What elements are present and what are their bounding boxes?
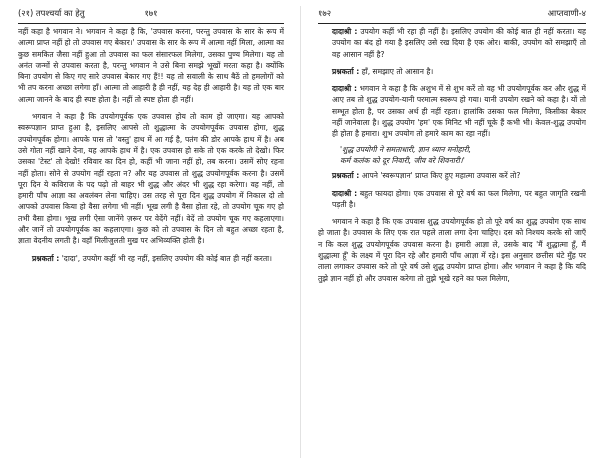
right-paragraph: भगवान ने कहा है कि एक उपवास शुद्ध उपयोगपूर्वक हो तो पूरे वर्ष का शुद्ध उपयोग एक साथ हो जाता है। उपवास के लिए एक रात पहले ताला लगा देना चाहिए। दस को निश्चय करके सो जाएँ न कि कल शुद्ध उपयोगपूर्वक उपवास करना है। हमारी आज्ञा ले, उसके बाद 'मैं शुद्धात्मा हूँ, मैं शुद्धात्मा हूँ' के लक्ष्य में पूरा दिन रहे और हमारी पाँच आज्ञा में रहे। इस अनुसार छत्तीस घंटे मुँह पर ताला लगाकर उपवास करे तो पूरे वर्ष उसे शुद्ध उपयोग प्राप्त होगा। और भगवान ने कहा है कि यदि तुझे ज्ञान नहीं हो और उपवास करेगा तो तुझे भूखे रहने का फल मिलेगा, xyxy=(318,217,586,283)
left-page xyxy=(18,0,284,463)
chapter-title: (२१) तपश्चर्या का हेतु xyxy=(18,8,85,18)
dialogue-text: हाँ, समझाए तो आसान है। xyxy=(361,66,434,76)
dialogue-block xyxy=(318,83,586,139)
dialogue-block xyxy=(318,66,586,77)
dialogue-text: आपने 'स्वरूपज्ञान' प्राप्त किए हुए महात्मा उपवास करें तो? xyxy=(361,171,521,181)
left-page-header xyxy=(18,0,284,26)
verse-quote xyxy=(318,144,586,167)
speaker-label: प्रश्नकर्ता : xyxy=(332,171,360,181)
speaker-label: प्रश्नकर्ता : xyxy=(32,253,60,263)
header-rule xyxy=(318,23,586,24)
verse-line: 'शुद्ध उपयोगी ने समताधारी, ज्ञान ध्यान मनोहारी, xyxy=(340,144,472,154)
right-page-header xyxy=(318,0,586,26)
speaker-label: प्रश्नकर्ता : xyxy=(332,66,360,76)
book-title: आप्तवाणी-४ xyxy=(547,8,586,18)
verse-line: कर्म कलंक को दूर निवारी, जीव वरे शिवनारी।' xyxy=(340,155,465,165)
dialogue-text: 'दादा', उपयोग कहीं भी रह नहीं, इसलिए उपयोग की कोई बात ही नहीं करता। xyxy=(61,253,272,263)
speaker-label: दादाश्री : xyxy=(332,188,358,198)
dialogue-block xyxy=(318,26,586,60)
dialogue-text: उपयोग कहीं भी रहा ही नहीं है। इसलिए उपयोग की कोई बात ही नहीं करता। यह उपयोग का बंद हो गया है इसलिए उसे रख दिया है एक ओर। बाकी, उपयोग को समझाएँ तो वह आसान नहीं है? xyxy=(332,27,586,59)
right-page xyxy=(318,0,586,463)
left-dialogue xyxy=(18,253,284,264)
dialogue-text: बहुत फायदा होगा। एक उपवास से पूरे वर्ष का फल मिलेगा, पर बहुत जागृति रखनी पड़ती है। xyxy=(332,188,586,209)
speaker-label: दादाश्री : xyxy=(332,27,358,36)
left-page-body xyxy=(18,26,284,264)
dialogue-text: भगवान ने कहा है कि अशुभ में से शुभ करें तो वह भी उपयोगपूर्वक कर और शुद्ध में आए तब तो शुद्ध उपयोग-यानी परमात्म स्वरूप हो गया। यानी उपयोग रखने को कहा है। यों तो सम्भूत होता है, पर उसका अर्थ ही नहीं रहता। हालांकि उसका फल मिलेगा, किसीका बेकार नहीं जानेवाला है। शुद्ध उपयोग 'हम' एक मिनिट भी नहीं चूके हैं कभी भी। केवल-शुद्ध उपयोग ही होता है हमारा। शुभ उपयोग तो हमारे काम का रहा नहीं। xyxy=(332,84,586,139)
left-page-number: १७१ xyxy=(144,8,158,18)
dialogue-block xyxy=(318,188,586,211)
header-rule xyxy=(18,23,284,24)
right-page-body xyxy=(318,26,586,284)
left-paragraph-1: नहीं कहा है भगवान ने। भगवान ने कहा है कि, 'उपवास करना, परन्तु उपवास के सार के रूप में आत्मा प्राप्त नहीं हो तो उपवास गए बेकार।' उपवास के सार के रूप में आत्मा नहीं मिला, आत्मा का कुछ समकित जैसा नहीं हुआ तो उपवास का फल संसारफल मिलेगा, उसका पुण्य मिलेगा। यह तो अनंत जन्मों से उपवास करता है, परन्तु भगवान ने उसे बिना समझे भूखों मरता कहा है। क्योंकि बिना उपयोग से किए गए सारे उपवास बेकार गए हैं!! यह तो सवाली के साथ बैठें तो हमलोगों को भी तप करना अच्छा लगेगा हाँ। आत्मा तो आहारी है ही नहीं, यह देह ही आहारी है। यह तो एक बार आत्मा जानने के बाद ही स्पष्ट होता है। नहीं तो स्पष्ट होता ही नहीं। xyxy=(18,27,284,104)
left-paragraph-2: भगवान ने कहा है कि उपयोगपूर्वक एक उपवास होय तो काम हो जाएगा। यह आपको स्वरूपज्ञान प्राप्त हुआ है, इसलिए आपसे तो शुद्धात्मा के उपयोगपूर्वक उपवास होगा, शुद्ध उपयोगपूर्वक होगा। आपके पास तो 'वस्तु' हाथ में आ गई है, पतंग की डोर आपके हाथ में है। अब उसे गोता नहीं खाने देना, यह आपके हाथ में है। एक उपवास हो सके तो एक करके तो देखो। फिर उसका 'टेस्ट' तो देखो! रविवार का दिन हो, कहीं भी जाना नहीं हो, तब करना। उसमें सोए रहना नहीं होता। सोने से उपयोग नहीं रहता न? और यह उपवास तो शुद्ध उपयोगपूर्वक करना है। उसमें पूरा दिन ये कविराज के पद पढ़ो तो बाहर भी शुद्ध और अंदर भी शुद्ध रहा करेगा। वह नहीं, तो हमारी पाँच आज्ञा का अवलंबन लेना चाहिए। उस तरह से पूरा दिन शुद्ध उपयोग में निकाल दो तो आपको उपवास किया हो वैसा लगेगा भी नहीं। भूख लगी है वैसा होता रहे, तो उपयोग चूक गए हो तभी वैसा होगा। भूख लगी ऐसा जानेंगे ज़रूर पर वेदेंगे नहीं। वेदें तो उपयोग चूक गए कहलाएगा। और जानें तो उपयोगपूर्वक का कहलाएगा। कुछ को तो उपवास के दिन तो बहुत अच्छा रहता है, ज्ञाता वेदनीय लगती है। वहाँ मिलीजुलती मुख पर अभिव्यक्ति होती है। xyxy=(18,112,284,246)
page-gutter xyxy=(300,6,301,458)
dialogue-block xyxy=(318,170,586,181)
speaker-label: दादाश्री : xyxy=(332,84,358,94)
right-page-number: १७२ xyxy=(318,8,332,18)
